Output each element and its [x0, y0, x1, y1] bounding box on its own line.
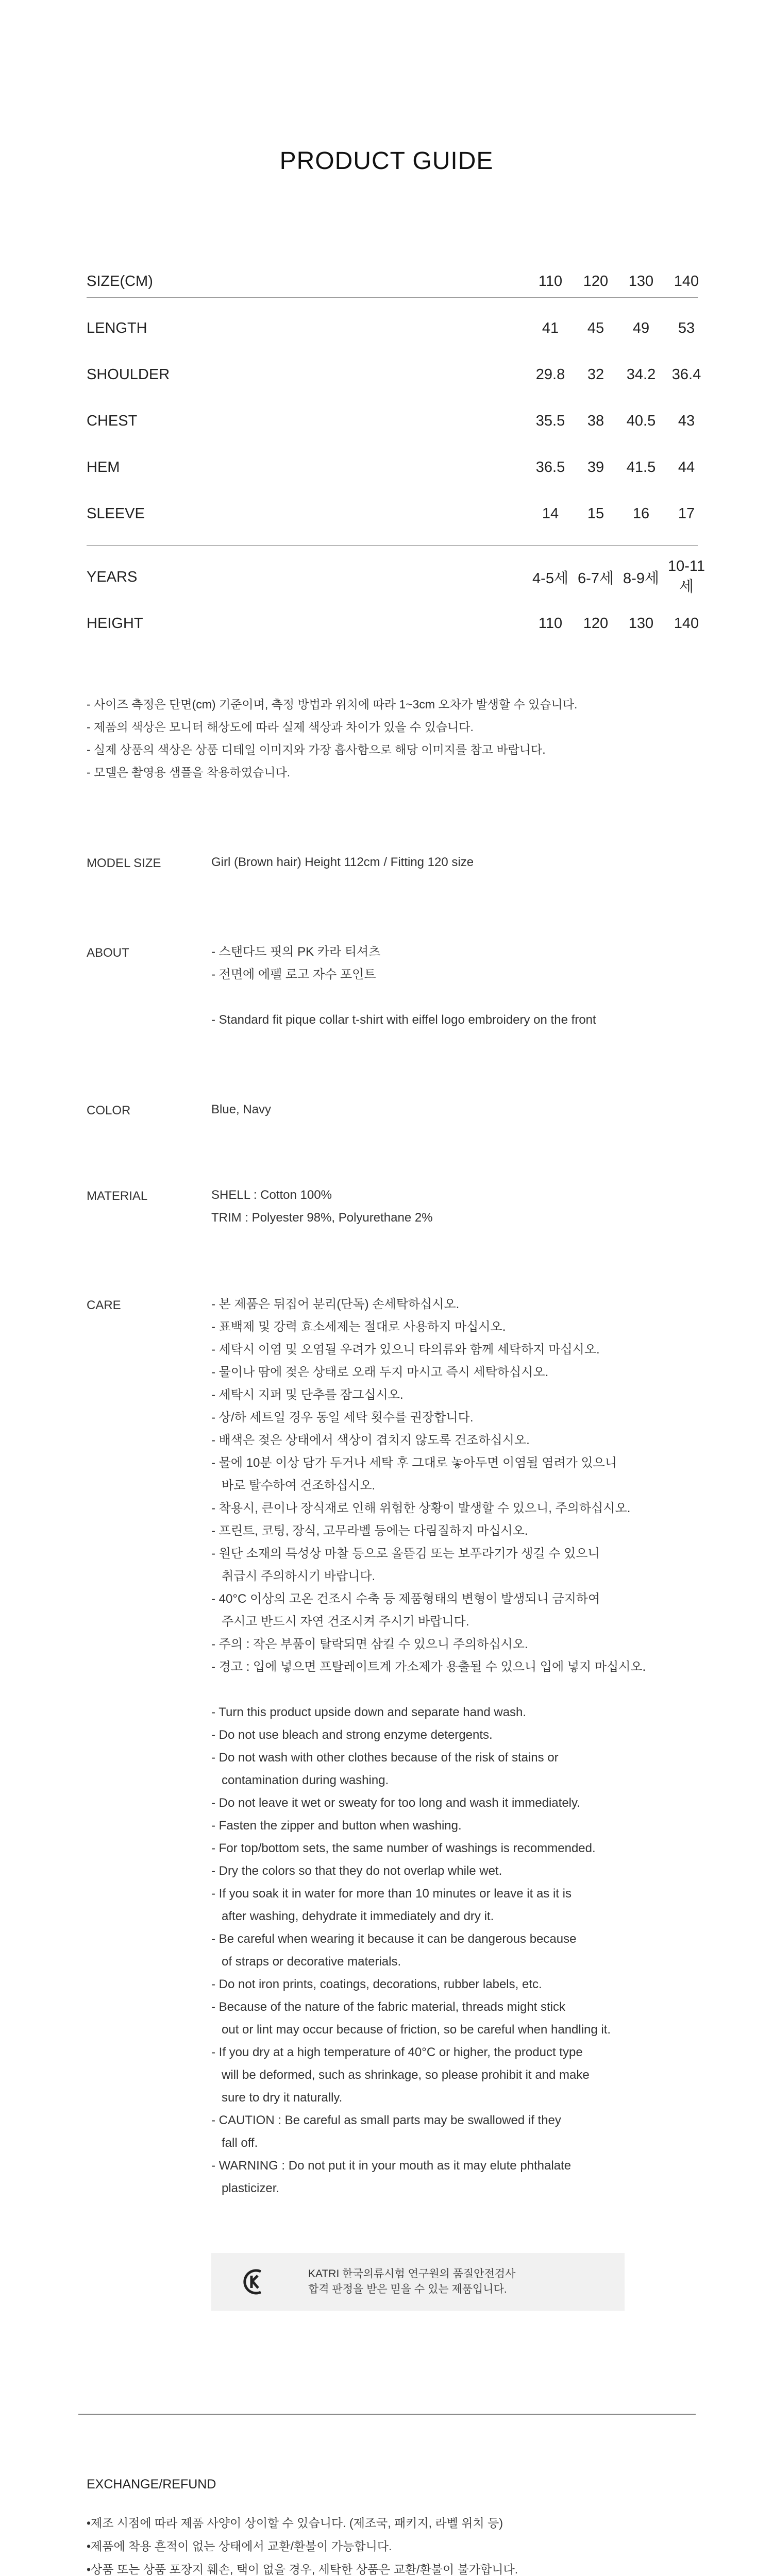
about-label: ABOUT — [87, 946, 129, 960]
care-line-ko: - 경고 : 입에 넣으면 프탈레이트계 가소제가 용출될 수 있으니 입에 넣지 마십시오. — [211, 1660, 646, 1674]
cell: 43 — [678, 412, 695, 429]
color-value: Blue, Navy — [211, 1103, 272, 1116]
cell: 40.5 — [626, 412, 656, 429]
cell: 36.5 — [535, 459, 565, 476]
table-divider — [87, 545, 698, 546]
care-line-ko: - 물이나 땀에 젖은 상태로 오래 두지 마시고 즉시 세탁하십시오. — [211, 1365, 549, 1379]
cell: 36.4 — [671, 366, 701, 383]
size-header-120: 120 — [583, 273, 609, 290]
care-line-en: - Dry the colors so that they do not overlap while wet. — [211, 1864, 502, 1878]
material-label: MATERIAL — [87, 1189, 148, 1203]
care-line-en: plasticizer. — [211, 2181, 280, 2195]
care-line-en: - Do not use bleach and strong enzyme detergents. — [211, 1728, 493, 1742]
care-line-en: - Do not leave it wet or sweaty for too long and wash it immediately. — [211, 1796, 580, 1810]
cell: 39 — [587, 459, 604, 476]
size-table-header — [87, 265, 698, 298]
row-label: HEIGHT — [87, 615, 143, 632]
about-line: - Standard fit pique collar t-shirt with eiffel logo embroidery on the front — [211, 1013, 596, 1027]
row-label: LENGTH — [87, 319, 147, 336]
cell: 120 — [583, 615, 609, 632]
care-line-en: - Fasten the zipper and button when washing. — [211, 1819, 462, 1833]
care-line-ko: - 물에 10분 이상 담가 두거나 세탁 후 그대로 놓아두면 이염될 염려가 있으니 — [211, 1456, 617, 1470]
cell: 38 — [587, 412, 604, 429]
care-line-en: - Do not iron prints, coatings, decorations, rubber labels, etc. — [211, 1977, 542, 1991]
row-label: SHOULDER — [87, 366, 170, 383]
table-row — [87, 490, 698, 537]
row-label: YEARS — [87, 568, 138, 585]
cell: 45 — [587, 319, 604, 336]
cell: 34.2 — [626, 366, 656, 383]
care-line-ko: - 40°C 이상의 고온 건조시 수축 등 제품형태의 변형이 발생되니 금지하여 — [211, 1592, 600, 1606]
cell: 15 — [587, 505, 604, 522]
care-line-ko: - 프린트, 코팅, 장식, 고무라벨 등에는 다림질하지 마십시오. — [211, 1524, 528, 1538]
cell: 35.5 — [535, 412, 565, 429]
exchange-body — [87, 2512, 518, 2576]
table-row — [87, 351, 701, 398]
size-table — [87, 265, 705, 647]
kc-certification-icon — [243, 2268, 268, 2295]
note-line: - 제품의 색상은 모니터 해상도에 따라 실제 색상과 차이가 있을 수 있습니다. — [87, 720, 474, 734]
cell: 17 — [678, 505, 695, 522]
about-line — [211, 986, 596, 1009]
care-line-en: - Turn this product upside down and separate hand wash. — [211, 1705, 527, 1719]
care-line-en: - If you soak it in water for more than 10 minutes or leave it as it is — [211, 1887, 572, 1901]
cell: 53 — [678, 319, 695, 336]
material-line: SHELL : Cotton 100% — [211, 1188, 332, 1202]
kc-text — [308, 2266, 515, 2297]
material-body — [211, 1184, 433, 1229]
cell: 110 — [538, 615, 563, 632]
care-line-ko: - 원단 소재의 특성상 마찰 등으로 올뜯김 또는 보푸라기가 생길 수 있으니 — [211, 1547, 600, 1561]
table-row — [87, 398, 698, 444]
care-line-en: after washing, dehydrate it immediately and dry it. — [211, 1909, 494, 1923]
care-line-en: will be deformed, such as shrinkage, so please prohibit it and make — [211, 2068, 590, 2082]
page-title: PRODUCT GUIDE — [279, 147, 494, 175]
cell: 14 — [542, 505, 559, 522]
size-header-label: SIZE(CM) — [87, 273, 153, 290]
care-line-en: - WARNING : Do not put it in your mouth as it may elute phthalate — [211, 2159, 572, 2173]
care-line-en: - Because of the nature of the fabric material, threads might stick — [211, 2000, 565, 2014]
care-line-en: of straps or decorative materials. — [211, 1955, 401, 1969]
about-body — [211, 941, 596, 1031]
care-line-en: - If you dry at a high temperature of 40°C or higher, the product type — [211, 2045, 583, 2059]
care-body — [211, 1293, 646, 2200]
care-line-ko: - 배색은 젖은 상태에서 색상이 겹치지 않도록 건조하십시오. — [211, 1433, 530, 1447]
kc-line: 합격 판정을 받은 믿을 수 있는 제품입니다. — [308, 2283, 507, 2295]
care-line-en: - For top/bottom sets, the same number of washings is recommended. — [211, 1841, 596, 1855]
cell: 4-5세 — [532, 570, 568, 587]
table-row — [87, 305, 698, 351]
care-line-en: - Be careful when wearing it because it can be dangerous because — [211, 1932, 577, 1946]
care-line-en: contamination during washing. — [211, 1773, 389, 1787]
care-line-ko: - 세탁시 이염 및 오염될 우려가 있으니 타의류와 함께 세탁하지 마십시오. — [211, 1343, 600, 1357]
cell: 140 — [674, 615, 699, 632]
cell: 32 — [587, 366, 604, 383]
about-line: - 스탠다드 핏의 PK 카라 티셔츠 — [211, 945, 381, 959]
kc-line: KATRI 한국의류시험 연구원의 품질안전검사 — [308, 2268, 516, 2280]
size-header-110: 110 — [538, 273, 563, 290]
care-line-ko: 주시고 반드시 자연 건조시켜 주시기 바랍니다. — [211, 1615, 469, 1629]
cell: 41.5 — [626, 459, 656, 476]
row-label: CHEST — [87, 412, 138, 429]
note-line: - 모델은 촬영용 샘플을 착용하였습니다. — [87, 766, 291, 779]
model-size-label: MODEL SIZE — [87, 856, 161, 870]
cell: 29.8 — [535, 366, 565, 383]
care-line-ko: - 본 제품은 뒤집어 분리(단독) 손세탁하십시오. — [211, 1297, 460, 1311]
care-line-en: - CAUTION : Be careful as small parts may be swallowed if they — [211, 2113, 561, 2127]
material-line: TRIM : Polyester 98%, Polyurethane 2% — [211, 1211, 433, 1225]
model-size-value — [211, 851, 474, 874]
care-line-en: out or lint may occur because of friction, so be careful when handling it. — [211, 2023, 611, 2037]
cell: 44 — [678, 459, 695, 476]
care-line-ko: - 상/하 세트일 경우 동일 세탁 횟수를 권장합니다. — [211, 1411, 474, 1425]
cell: 41 — [542, 319, 559, 336]
care-line-ko: - 착용시, 큰이나 장식재로 인해 위험한 상황이 발생할 수 있으니, 주의하십시오. — [211, 1501, 631, 1515]
care-line-en: - Do not wash with other clothes because of the risk of stains or — [211, 1751, 559, 1765]
section-divider — [78, 2414, 696, 2415]
exchange-line: •상품 또는 상품 포장지 훼손, 택이 없을 경우, 세탁한 상품은 교환/환불이 불가합니다. — [87, 2563, 518, 2576]
care-line-ko: 바로 탈수하여 건조하십시오. — [211, 1479, 376, 1493]
model-size-text: Girl (Brown hair) Height 112cm / Fitting 120 size — [211, 855, 474, 869]
kc-certification-box — [211, 2253, 625, 2311]
cell: 130 — [628, 615, 654, 632]
care-line-en: sure to dry it naturally. — [211, 2091, 343, 2105]
cell: 16 — [632, 505, 650, 522]
size-header-130: 130 — [628, 273, 654, 290]
size-header-140: 140 — [674, 273, 699, 290]
cell: 49 — [632, 319, 650, 336]
color-label: COLOR — [87, 1104, 131, 1117]
cell: 8-9세 — [623, 570, 659, 587]
note-line: - 사이즈 측정은 단면(cm) 기준이며, 측정 방법과 위치에 따라 1~3cm 오차가 발생할 수 있습니다. — [87, 698, 578, 711]
size-notes — [87, 693, 577, 784]
table-row — [87, 444, 698, 490]
care-line-ko: 취급시 주의하시기 바랍니다. — [211, 1569, 376, 1583]
exchange-line: •제조 시점에 따라 제품 사양이 상이할 수 있습니다. (제조국, 패키지, 라벨 위치 등) — [87, 2516, 503, 2530]
care-line-ko: - 세탁시 지퍼 및 단추를 잠그십시오. — [211, 1388, 404, 1402]
care-line-en: fall off. — [211, 2136, 258, 2150]
color-body — [211, 1098, 271, 1121]
cell: 10-11세 — [667, 558, 705, 595]
table-row — [87, 554, 705, 600]
row-label: SLEEVE — [87, 505, 145, 522]
about-line: - 전면에 에펠 로고 자수 포인트 — [211, 968, 376, 981]
table-row — [87, 600, 698, 647]
care-line-ko: - 주의 : 작은 부품이 탈락되면 삼킬 수 있으니 주의하십시오. — [211, 1637, 528, 1651]
exchange-title: EXCHANGE/REFUND — [87, 2477, 216, 2492]
note-line: - 실제 상품의 색상은 상품 디테일 이미지와 가장 흡사함으로 해당 이미지를 참고 바랍니다. — [87, 743, 546, 756]
row-label: HEM — [87, 459, 120, 476]
care-label: CARE — [87, 1298, 121, 1312]
care-line-ko: - 표백제 및 강력 효소세제는 절대로 사용하지 마십시오. — [211, 1320, 506, 1334]
exchange-line: •제품에 착용 흔적이 없는 상태에서 교환/환불이 가능합니다. — [87, 2539, 392, 2553]
cell: 6-7세 — [578, 570, 614, 587]
